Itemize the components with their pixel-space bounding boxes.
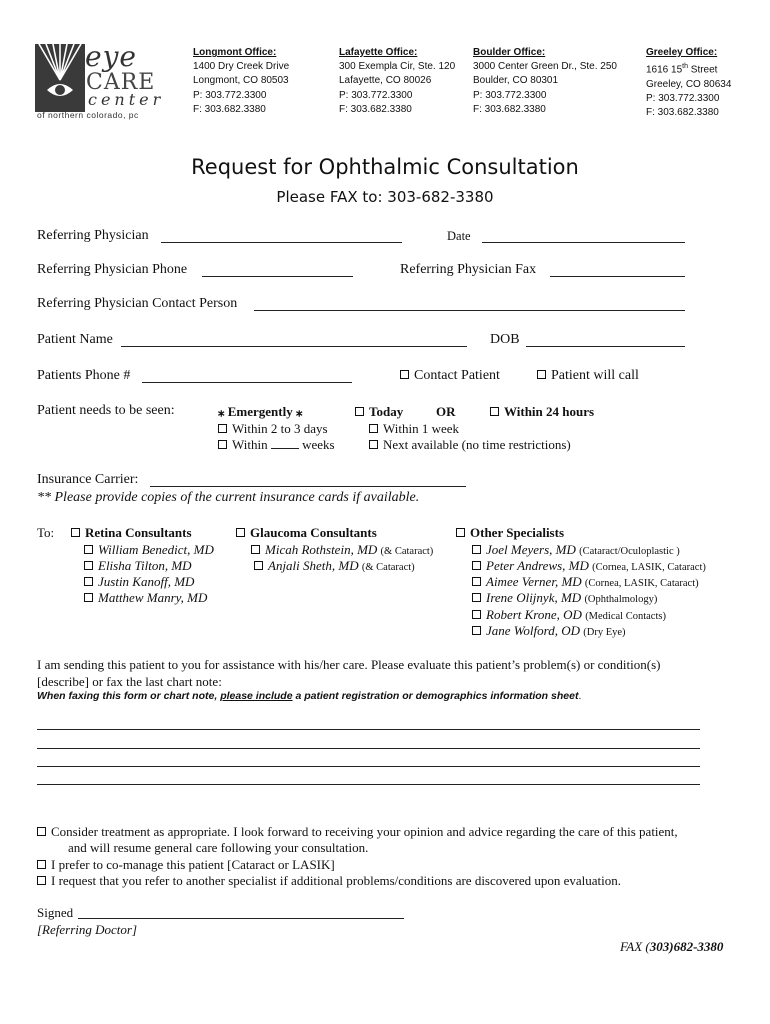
doctor-checkbox[interactable] xyxy=(84,545,93,554)
doctor-joel-meyers[interactable]: Joel Meyers, MD (Cataract/Oculoplastic ) xyxy=(472,542,680,558)
within-1-week-checkbox[interactable] xyxy=(369,424,378,433)
eye-burst-icon xyxy=(35,44,85,112)
office-address: 3000 Center Green Dr., Ste. 250 xyxy=(473,61,617,73)
refer-specialist-option[interactable]: I request that you refer to another specialist if additional problems/conditions are discovered upon evaluation. xyxy=(37,873,621,889)
office-address: 1400 Dry Creek Drive xyxy=(193,61,290,73)
doctor-checkbox[interactable] xyxy=(472,561,481,570)
consider-treatment-line-2: and will resume general care following your consultation. xyxy=(68,840,369,855)
doctor-checkbox[interactable] xyxy=(472,545,481,554)
office-name: Lafayette Office: xyxy=(339,47,418,58)
doctor-checkbox[interactable] xyxy=(84,593,93,602)
office-phone: P: 303.772.3300 xyxy=(193,89,267,101)
office-name: Longmont Office: xyxy=(193,47,277,58)
refer-specialist-checkbox[interactable] xyxy=(37,876,46,885)
doctor-checkbox[interactable] xyxy=(84,561,93,570)
logo-word-eye: eye xyxy=(85,40,137,73)
weeks-count-field[interactable] xyxy=(271,438,299,449)
doctor-checkbox[interactable] xyxy=(251,545,260,554)
to-label: To: xyxy=(37,525,55,540)
chart-note-line-4[interactable] xyxy=(37,784,700,785)
dob-field[interactable] xyxy=(526,346,685,347)
office-fax: F: 303.682.3380 xyxy=(473,103,546,115)
office-city: Lafayette, CO 80026 xyxy=(339,75,432,87)
within-weeks-option[interactable]: Within weeks xyxy=(218,437,335,453)
logo-word-center: center xyxy=(88,90,165,109)
request-line-1: I am sending this patient to you for assistance with his/her care. Please evaluate this patient’s problem(s) or condition(s) xyxy=(37,657,661,672)
doctor-micah-rothstein[interactable]: Micah Rothstein, MD (& Cataract) xyxy=(251,542,433,558)
referring-doctor-label: [Referring Doctor] xyxy=(37,922,138,937)
patient-phone-field[interactable] xyxy=(142,382,352,383)
doctor-checkbox[interactable] xyxy=(472,610,481,619)
office-longmont xyxy=(193,46,289,117)
dob-label: DOB xyxy=(490,332,520,347)
consider-treatment-option[interactable]: Consider treatment as appropriate. I look forward to receiving your opinion and advice regarding the care of this patient, xyxy=(37,824,678,840)
signature-field[interactable] xyxy=(78,918,404,919)
doctor-aimee-verner[interactable]: Aimee Verner, MD (Cornea, LASIK, Cataract) xyxy=(472,574,699,590)
within-2-3-days-checkbox[interactable] xyxy=(218,424,227,433)
chart-note-line-3[interactable] xyxy=(37,766,700,767)
referring-physician-label: Referring Physician xyxy=(37,228,149,243)
eye-care-center-logo xyxy=(35,42,170,124)
office-boulder xyxy=(473,46,617,117)
physician-fax-field[interactable] xyxy=(550,276,685,277)
signed-label: Signed xyxy=(37,905,74,920)
doctor-william-benedict[interactable]: William Benedict, MD xyxy=(84,542,214,558)
urgency-label: Patient needs to be seen: xyxy=(37,403,175,418)
patient-phone-label: Patients Phone # xyxy=(37,368,131,383)
office-address: 300 Exempla Cir, Ste. 120 xyxy=(339,61,456,73)
patient-will-call-checkbox[interactable] xyxy=(537,370,546,379)
form-title: Request for Ophthalmic Consultation xyxy=(191,155,579,179)
today-checkbox[interactable] xyxy=(355,407,364,416)
insurance-field[interactable] xyxy=(150,486,466,487)
consider-treatment-checkbox[interactable] xyxy=(37,827,46,836)
doctor-checkbox[interactable] xyxy=(472,626,481,635)
doctor-checkbox[interactable] xyxy=(84,577,93,586)
office-fax: F: 303.682.3380 xyxy=(193,103,266,115)
doctor-matthew-manry[interactable]: Matthew Manry, MD xyxy=(84,590,207,606)
patient-name-field[interactable] xyxy=(121,346,467,347)
office-name: Greeley Office: xyxy=(646,47,718,58)
comanage-option[interactable]: I prefer to co-manage this patient [Cataract or LASIK] xyxy=(37,857,335,873)
faxing-note: When faxing this form or chart note, please include a patient registration or demographics information sheet. xyxy=(37,690,582,702)
physician-phone-field[interactable] xyxy=(202,276,353,277)
request-line-2: [describe] or fax the last chart note: xyxy=(37,674,222,689)
glaucoma-checkbox[interactable] xyxy=(236,528,245,537)
other-specialists-checkbox[interactable] xyxy=(456,528,465,537)
retina-checkbox[interactable] xyxy=(71,528,80,537)
within-1-week-option[interactable]: Within 1 week xyxy=(369,421,459,437)
contact-patient-option[interactable]: Contact Patient xyxy=(400,368,500,384)
office-city: Greeley, CO 80634 xyxy=(646,78,732,90)
office-greeley xyxy=(646,46,731,120)
contact-person-label: Referring Physician Contact Person xyxy=(37,296,238,311)
doctor-checkbox[interactable] xyxy=(472,593,481,602)
form-subtitle: Please FAX to: 303-682-3380 xyxy=(276,188,494,206)
doctor-justin-kanoff[interactable]: Justin Kanoff, MD xyxy=(84,574,194,590)
logo-tagline: of northern colorado, pc xyxy=(37,110,139,120)
office-fax: F: 303.682.3380 xyxy=(646,107,719,119)
asterisk-icon: ⁎ xyxy=(218,404,225,419)
today-option[interactable]: Today xyxy=(355,404,403,420)
patient-name-label: Patient Name xyxy=(37,332,113,347)
doctor-robert-krone[interactable]: Robert Krone, OD (Medical Contacts) xyxy=(472,607,666,623)
doctor-irene-olijnyk[interactable]: Irene Olijnyk, MD (Ophthalmology) xyxy=(472,590,657,606)
chart-note-line-2[interactable] xyxy=(37,748,700,749)
office-address: 1616 15th Street xyxy=(646,63,718,76)
chart-note-line-1[interactable] xyxy=(37,729,700,730)
or-label: OR xyxy=(436,404,456,419)
within-weeks-checkbox[interactable] xyxy=(218,440,227,449)
date-field[interactable] xyxy=(482,242,685,243)
office-phone: P: 303.772.3300 xyxy=(646,92,720,104)
office-phone: P: 303.772.3300 xyxy=(473,89,547,101)
group-glaucoma[interactable]: Glaucoma Consultants xyxy=(236,525,377,541)
office-city: Boulder, CO 80301 xyxy=(473,75,559,87)
contact-person-field[interactable] xyxy=(254,310,685,311)
within-24-option[interactable]: Within 24 hours xyxy=(490,404,594,420)
footer-fax: FAX (303)682-3380 xyxy=(620,939,724,954)
doctor-checkbox[interactable] xyxy=(472,577,481,586)
date-label: Date xyxy=(447,229,471,243)
doctor-elisha-tilton[interactable]: Elisha Tilton, MD xyxy=(84,558,192,574)
next-available-option[interactable]: Next available (no time restrictions) xyxy=(369,437,571,453)
insurance-label: Insurance Carrier: xyxy=(37,472,139,487)
office-name: Boulder Office: xyxy=(473,47,546,58)
physician-fax-label: Referring Physician Fax xyxy=(400,262,537,277)
within-24-checkbox[interactable] xyxy=(490,407,499,416)
group-retina[interactable]: Retina Consultants xyxy=(71,525,192,541)
within-2-3-days-option[interactable]: Within 2 to 3 days xyxy=(218,421,328,437)
emergently-option[interactable]: ⁎ Emergently ⁎ xyxy=(218,404,303,419)
office-lafayette xyxy=(339,46,455,117)
contact-patient-checkbox[interactable] xyxy=(400,370,409,379)
next-available-checkbox[interactable] xyxy=(369,440,378,449)
patient-will-call-option[interactable]: Patient will call xyxy=(537,368,639,384)
asterisk-icon: ⁎ xyxy=(295,404,303,419)
logo-word-care: CARE xyxy=(86,70,156,95)
doctor-anjali-sheth[interactable]: Anjali Sheth, MD (& Cataract) xyxy=(254,558,415,574)
doctor-peter-andrews[interactable]: Peter Andrews, MD (Cornea, LASIK, Cataract) xyxy=(472,558,706,574)
referring-physician-field[interactable] xyxy=(161,242,402,243)
doctor-checkbox[interactable] xyxy=(254,561,263,570)
office-fax: F: 303.682.3380 xyxy=(339,103,412,115)
physician-phone-label: Referring Physician Phone xyxy=(37,262,188,277)
group-other-specialists[interactable]: Other Specialists xyxy=(456,525,564,541)
doctor-jane-wolford[interactable]: Jane Wolford, OD (Dry Eye) xyxy=(472,623,626,639)
insurance-note: ** Please provide copies of the current insurance cards if available. xyxy=(37,490,420,505)
office-city: Longmont, CO 80503 xyxy=(193,75,289,87)
office-phone: P: 303.772.3300 xyxy=(339,89,413,101)
comanage-checkbox[interactable] xyxy=(37,860,46,869)
